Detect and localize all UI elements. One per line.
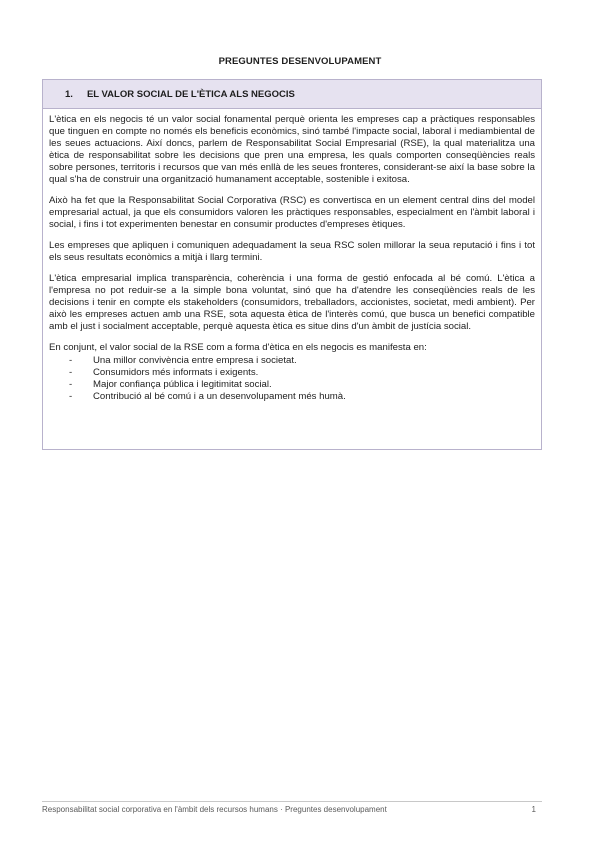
bullet-marker: -	[69, 367, 73, 378]
section-header	[43, 80, 541, 109]
section-body	[43, 109, 541, 403]
question-box	[42, 79, 542, 450]
bullet-marker: -	[69, 391, 73, 402]
list-item	[49, 391, 535, 403]
list-item-text: Consumidors més informats i exigents.	[93, 367, 259, 378]
list-item	[49, 355, 535, 367]
list-item	[49, 367, 535, 379]
bullet-marker: -	[69, 379, 73, 390]
footer-text: Responsabilitat social corporativa en l'àmbit dels recursos humans · Preguntes desenvolupament	[42, 805, 387, 814]
bullet-list	[49, 355, 535, 403]
list-item-text: Major confiança pública i legitimitat social.	[93, 379, 272, 390]
paragraph: Això ha fet que la Responsabilitat Social Corporativa (RSC) es convertisca en un element central dins del model empresarial actual, ja que els consumidors valoren les pràctiques responsables, especialment en l'àmbit laboral i social, i fins i tot experimenten benestar en consumir productes d'empreses ètiques.	[49, 195, 535, 230]
bullet-marker: -	[69, 355, 73, 366]
list-item	[49, 379, 535, 391]
section-number: 1.	[65, 88, 73, 100]
paragraph: En conjunt, el valor social de la RSE com a forma d'ètica en els negocis es manifesta en:	[49, 342, 427, 353]
page-footer	[42, 801, 542, 814]
list-item-text: Una millor convivència entre empresa i societat.	[93, 355, 297, 366]
page-title: PREGUNTES DESENVOLUPAMENT	[218, 56, 382, 67]
paragraph: L'ètica empresarial implica transparència, coherència i una forma de gestió enfocada al bé comú. L'ètica a l'empresa no pot reduir-se a la simple bona voluntat, sinó que ha d'atendre les conseqüències reals de les decisions i tenir en compte els stakeholders (consumidors, treballadors, accionistes, societat, medi ambient). Per això les empreses actuen amb una RSE, sota aquesta ètica de l'interès comú, que busca un benefici compatible amb el just i socialment acceptable, perquè aquesta ètica es situe dins d'un àmbit de justícia social.	[49, 273, 535, 332]
list-item-text: Contribució al bé comú i a un desenvolupament més humà.	[93, 391, 346, 402]
page-number: 1	[531, 805, 536, 814]
section-heading: EL VALOR SOCIAL DE L'ÈTICA ALS NEGOCIS	[86, 88, 295, 100]
paragraph: L'ètica en els negocis té un valor social fonamental perquè orienta les empreses cap a pràctiques responsables que tinguen en compte no només els beneficis econòmics, sinó també l'impacte social, laboral i mediambiental de les seues actuacions. Així doncs, parlem de Responsabilitat Social Empresarial (RSE), la qual materialitza una ètica de responsabilitat sobre les decisions que pren una empresa, les quals comporten conseqüències reals sobre persones, territoris i recursos que van més enllà de les seues fronteres, considerant-se així la base sobre la qual s'ha de construir una organització humanament acceptable, sostenible i exitosa.	[49, 114, 535, 185]
paragraph: Les empreses que apliquen i comuniquen adequadament la seua RSC solen millorar la seua reputació i fins i tot els seus resultats econòmics a mitjà i llarg termini.	[49, 240, 535, 263]
